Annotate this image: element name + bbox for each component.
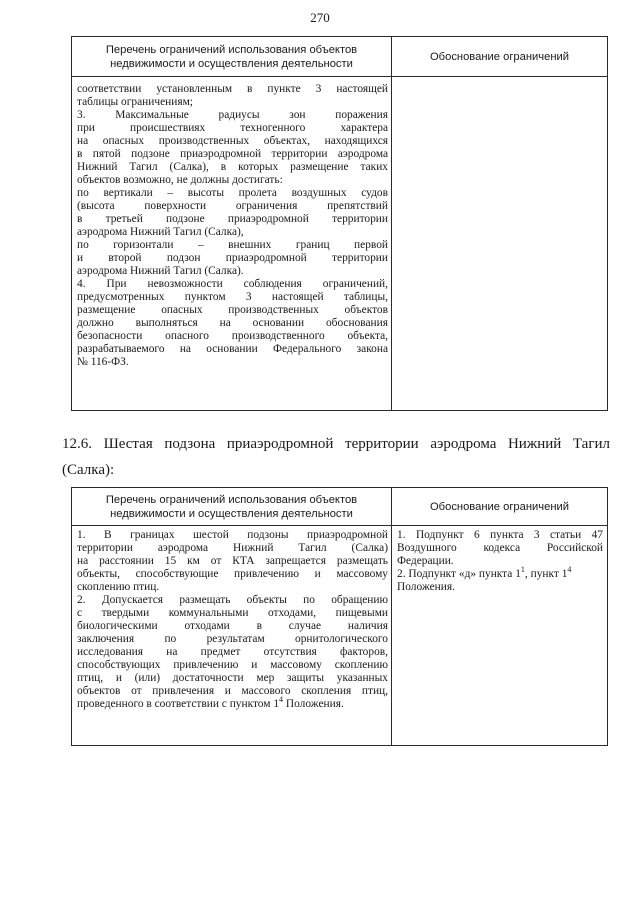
text-fragment: , пункт 1 — [524, 568, 568, 580]
text-line: таблицы ограничениям; — [77, 96, 193, 108]
text-line: объекты, способствующие привлечению и массовому — [77, 568, 388, 580]
text-line: заключения по результатам орнитологического — [77, 633, 388, 645]
table-header-row — [72, 37, 608, 77]
justification-cell — [392, 77, 608, 411]
header-restrictions-list: Перечень ограничений использования объектов недвижимости и осуществления деятельности — [72, 37, 392, 77]
text-line: в пятой подзоне приаэродромной территории аэродрома — [77, 148, 388, 160]
text-fragment: проведенного в соответствии с пунктом 1 — [77, 698, 280, 710]
text-line: должно выполняться на основании обоснования — [77, 317, 388, 329]
text-line — [72, 695, 391, 711]
text-line: на расстоянии 15 км от КТА запрещается размещать — [77, 555, 388, 567]
superscript: 1 — [520, 565, 525, 575]
text-line: размещение опасных производственных объектов — [77, 304, 388, 316]
superscript: 4 — [279, 695, 284, 705]
text-line: на опасных производственных объектах, находящихся — [77, 135, 388, 147]
text-line: соответствии установленным в пункте 3 настоящей — [77, 83, 388, 95]
text-line — [392, 565, 607, 581]
text-line: Воздушного кодекса Российской — [397, 542, 603, 554]
text-line: в третьей подзоне приаэродромной территории — [77, 213, 388, 225]
restrictions-table-subzone-6 — [71, 487, 608, 746]
header-restrictions-list: Перечень ограничений использования объектов недвижимости и осуществления деятельности — [72, 488, 392, 526]
text-line: и второй подзон приаэродромной территории — [77, 252, 388, 264]
restrictions-cell — [72, 77, 392, 411]
text-line: 3. Максимальные радиусы зон поражения — [77, 109, 388, 121]
text-line: скоплению птиц. — [77, 581, 160, 593]
text-line: Федерации. — [397, 555, 454, 567]
text-line: по горизонтали – внешних границ первой — [77, 239, 388, 251]
text-line: по вертикали – высоты пролета воздушных судов — [77, 187, 388, 199]
text-line: при происшествиях техногенного характера — [77, 122, 388, 134]
text-line: 1. Подпункт 6 пункта 3 статьи 47 — [397, 529, 603, 541]
text-line: Нижний Тагил (Салка), в которых размещение таких — [77, 161, 388, 173]
restrictions-cell — [72, 526, 392, 746]
table-row — [72, 526, 608, 746]
text-line: 2. Допускается размещать объекты по обращению — [77, 594, 388, 606]
text-line: разрабатываемого на основании Федерального закона — [77, 343, 388, 355]
header-justification: Обоснование ограничений — [392, 37, 608, 77]
table-header-row — [72, 488, 608, 526]
table-row — [72, 77, 608, 411]
text-line: Положения. — [397, 581, 455, 593]
header-justification: Обоснование ограничений — [392, 488, 608, 526]
text-line: биологическими отходами в случае наличия — [77, 620, 388, 632]
justification-cell — [392, 526, 608, 746]
text-line: с твердыми коммунальными отходами, пищевыми — [77, 607, 388, 619]
text-fragment: 2. Подпункт «д» пункта 1 — [397, 568, 521, 580]
text-line: предусмотренных пунктом 3 настоящей таблицы, — [77, 291, 388, 303]
text-line: территории аэродрома Нижний Тагил (Салка) — [77, 542, 388, 554]
text-line: аэродрома Нижний Тагил (Салка), — [77, 226, 244, 238]
text-line: (высота поверхности ограничения препятствий — [77, 200, 388, 212]
text-line: птиц, и (или) достаточности мер защиты указанных — [77, 672, 388, 684]
text-line: объектов от привлечения и массового скопления птиц, — [77, 685, 388, 697]
text-line: 4. При невозможности соблюдения ограничений, — [77, 278, 388, 290]
text-line: объектов возможно, не должны достигать: — [77, 174, 283, 186]
text-line: № 116-ФЗ. — [77, 356, 129, 368]
text-line: аэродрома Нижний Тагил (Салка). — [77, 265, 244, 277]
text-line: 1. В границах шестой подзоны приаэродромной — [77, 529, 388, 541]
section-heading: 12.6. Шестая подзона приаэродромной территории аэродрома Нижний Тагил — [62, 436, 610, 452]
text-fragment: Положения. — [283, 698, 344, 710]
superscript: 4 — [567, 565, 572, 575]
section-heading-continuation: (Салка): — [62, 462, 115, 478]
restrictions-table-subzone-5 — [71, 36, 608, 411]
text-line: исследования на предмет отсутствия факторов, — [77, 646, 388, 658]
text-line: безопасности опасного производственного объекта, — [77, 330, 388, 342]
page-number: 270 — [310, 10, 330, 25]
text-line: способствующих привлечению и массовому скоплению — [77, 659, 388, 671]
